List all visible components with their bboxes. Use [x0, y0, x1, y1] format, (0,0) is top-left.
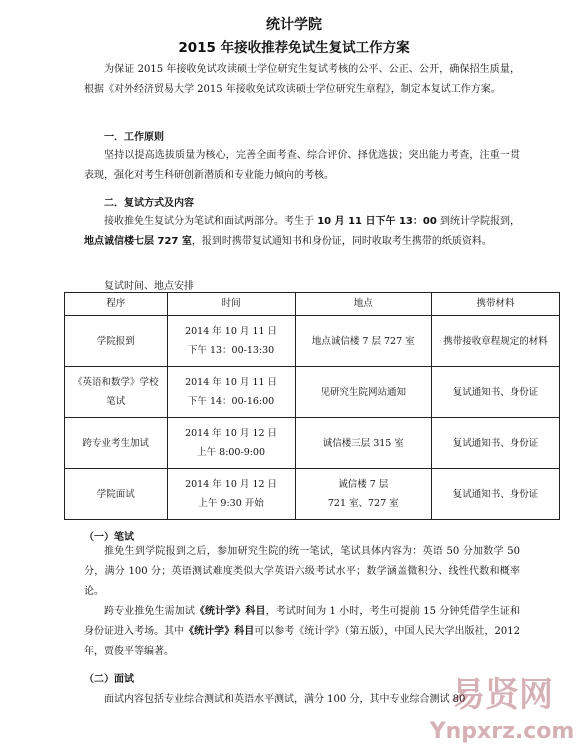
table-caption: 复试时间、地点安排: [104, 281, 194, 292]
watermark-text-cn: 易贤网: [451, 675, 553, 715]
table-row: [65, 316, 560, 367]
cell-time: [167, 316, 295, 367]
cell-hours: 上午 8:00-9:00: [197, 447, 266, 458]
site-watermark-logo: [422, 666, 582, 746]
statistics-subject-highlight: 《统计学》科目: [194, 606, 266, 617]
cell-procedure: 学院报到: [65, 316, 168, 367]
cell-date: 2014 年 10 月 12 日: [185, 428, 278, 439]
cell-place-line: 诚信楼三层 315 室: [322, 437, 404, 449]
header-materials: 携带材料: [432, 293, 560, 316]
section-2-text-a: 接收推免生复试分为笔试和面试两部分。考生于: [104, 216, 318, 227]
cell-time: [167, 367, 295, 418]
cell-place: [295, 469, 431, 520]
cell-materials: 复试通知书、身份证: [432, 418, 560, 469]
written-test-paragraph-2: [84, 602, 520, 662]
schedule-table: [64, 292, 560, 520]
intro-paragraph: 为保证 2015 年接收免试攻读硕士学位研究生复试考核的公平、公正、公开，确保招生质量，根据《对外经济贸易大学 2015 年接收免试攻读硕士学位研究生章程》，制定本复试工作方案。: [84, 64, 520, 95]
cell-place: [295, 367, 431, 418]
report-time-highlight: 10 月 11 日下午 13：00: [317, 216, 437, 227]
cell-hours: 下午 14：00-16:00: [187, 396, 275, 407]
written-test-paragraph-1: 推免生到学院报到之后，参加研究生院的统一笔试，笔试具体内容为：英语 50 分加数学 50 分，满分 100 分；英语测试难度类似大学英语六级考试水平；数学涵盖微积分、线性代数和概率论。: [84, 546, 520, 597]
section-2-heading: 二．复试方式及内容: [104, 198, 194, 209]
cell-date: 2014 年 10 月 11 日: [185, 326, 278, 337]
cell-procedure: 《英语和数学》学校笔试: [65, 367, 168, 418]
document-title: 2015 年接收推荐免试生复试工作方案: [178, 40, 410, 56]
interview-paragraph: 面试内容包括专业综合测试和英语水平测试，满分 100 分，其中专业综合测试 80: [104, 694, 466, 705]
section-2-text-e: ，报到时携带复试通知书和身份证，同时收取考生携带的纸质资料。: [191, 236, 492, 247]
interview-heading: （二）面试: [84, 674, 134, 685]
table-header-row: [65, 293, 560, 316]
cell-place-line: 诚信楼 7 层: [338, 479, 389, 490]
report-place-highlight: 地点诚信楼七层 727 室: [84, 236, 192, 247]
table-row: [65, 367, 560, 418]
cell-hours: 下午 13：00-13:30: [187, 345, 275, 356]
header-place: 地点: [295, 293, 431, 316]
cell-hours: 上午 9:30 开始: [198, 498, 264, 509]
written-text-a: 跨专业推免生需加试: [104, 606, 195, 617]
section-2-text: [84, 212, 520, 252]
cell-time: [167, 469, 295, 520]
written-test-heading: （一）笔试: [84, 532, 134, 543]
header-procedure: 程序: [65, 293, 168, 316]
cell-place: [295, 316, 431, 367]
cell-time: [167, 418, 295, 469]
header-time: 时间: [167, 293, 295, 316]
org-name: 统计学院: [266, 17, 322, 33]
cell-date: 2014 年 10 月 11 日: [185, 377, 278, 388]
table-row: [65, 418, 560, 469]
cell-place-line: 见研究生院网站通知: [320, 386, 407, 398]
written-text-e: 可以参考《统计学》（第五版），中国人民大学出版社，2012 年，贾俊平等编著。: [84, 626, 521, 657]
cell-materials: 携带接收章程规定的材料: [432, 316, 560, 367]
written-text-c: ，考试时间为 1 小时，考生可提前 15 分钟凭借学生证和身份证进入考场。其中: [84, 606, 520, 637]
section-2-text-c: 到统计学院报到，: [436, 216, 520, 227]
cell-place-line-2: 721 室、727 室: [327, 498, 399, 509]
cell-date: 2014 年 10 月 12 日: [185, 479, 278, 490]
cell-materials: 复试通知书、身份证: [432, 367, 560, 418]
cell-procedure: 跨专业考生加试: [65, 418, 168, 469]
section-1-text: 坚持以提高选拔质量为核心，完善全面考查、综合评价、择优选拔；突出能力考查，注重一贯表现，强化对考生科研创新潜质和专业能力倾向的考核。: [84, 150, 520, 181]
cell-procedure: 学院面试: [65, 469, 168, 520]
cell-place-line: 地点诚信楼 7 层 727 室: [311, 335, 415, 347]
cell-place: [295, 418, 431, 469]
watermark-text-url: Ynpxrz.com: [429, 719, 575, 744]
cell-materials: 复试通知书、身份证: [432, 469, 560, 520]
statistics-subject-highlight-2: 《统计学》科目: [184, 626, 255, 637]
section-1-heading: 一．工作原则: [104, 132, 164, 143]
table-row: [65, 469, 560, 520]
